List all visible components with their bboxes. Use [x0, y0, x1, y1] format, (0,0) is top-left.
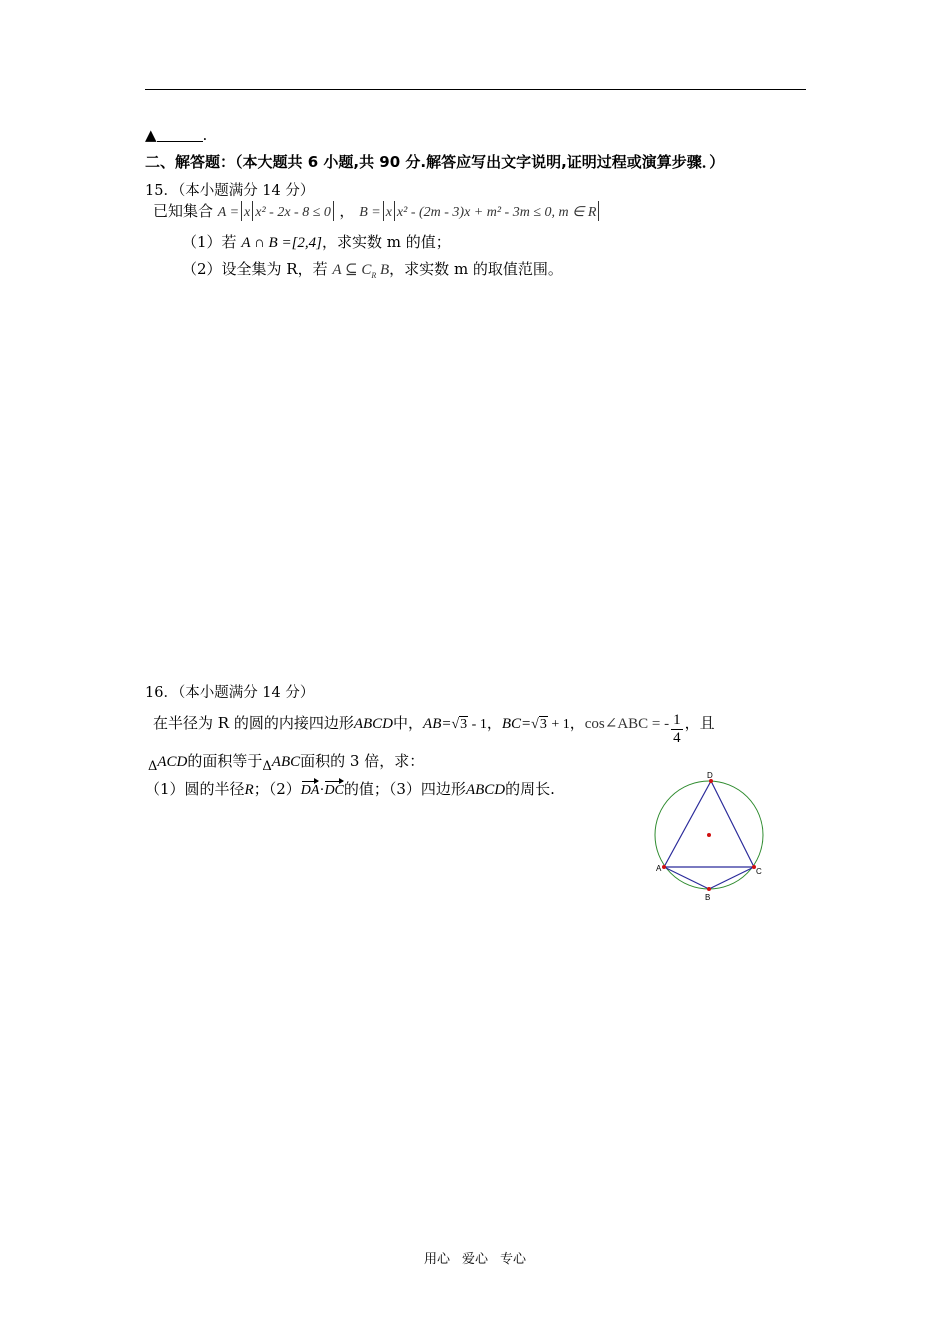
part1-rest: ，求实数 m 的值； — [322, 233, 451, 251]
q15-statement — [153, 200, 601, 221]
q16-header — [145, 681, 314, 702]
set-separator: ， — [339, 202, 355, 220]
part2-sub: R — [371, 271, 377, 280]
q16-line1-mid: 中， — [393, 714, 424, 732]
set-b-lhs: B = — [359, 205, 381, 220]
acd: ACD — [157, 754, 188, 770]
triangle-marker: ▲ — [145, 126, 157, 144]
q16-score: （本小题满分 14 分） — [177, 685, 315, 701]
center-point — [707, 833, 711, 837]
q16-line1 — [153, 712, 715, 747]
radius-r: R — [244, 782, 254, 798]
previous-answer-blank — [145, 126, 207, 144]
q16-line1-end: ，且 — [684, 714, 715, 732]
triangle-acd — [664, 781, 754, 867]
abc: ABC — [271, 754, 301, 770]
q16-line2-t1: 的面积等于 — [187, 752, 263, 770]
point-a — [662, 865, 666, 869]
quarter-fraction — [671, 712, 683, 747]
cyclic-quadrilateral-figure — [652, 768, 770, 904]
footer-item-3: 专心 — [500, 1252, 527, 1267]
answer-blank — [157, 127, 203, 142]
q16-line2-t2: 面积的 3 倍，求： — [300, 752, 425, 770]
edge-bc — [709, 867, 754, 889]
header-rule — [145, 89, 806, 90]
comma-1: ， — [486, 714, 502, 732]
label-c: C — [756, 867, 762, 876]
delta-1: Δ — [148, 759, 158, 774]
set-a-expr: x² - 2x - 8 ≤ 0 — [255, 205, 331, 220]
frac-num: 1 — [673, 712, 681, 728]
q16-abcd-2: ABCD — [465, 782, 506, 798]
part2-math-b: B — [380, 262, 390, 278]
q16-line1-pre: 在半径为 R 的圆的内接四边形 — [153, 714, 354, 732]
label-b: B — [705, 893, 711, 902]
ab-tail: - 1 — [468, 717, 487, 732]
bc-radicand: 3 — [539, 717, 547, 732]
part1-label: （1）若 — [182, 233, 237, 251]
blank-period: . — [202, 126, 208, 144]
footer-item-1: 用心 — [423, 1252, 450, 1267]
bc-label: BC= — [501, 716, 532, 732]
q15-part2 — [182, 258, 563, 280]
q15-part1 — [182, 231, 451, 252]
frac-den: 4 — [673, 730, 681, 746]
q16-abcd: ABCD — [353, 716, 394, 732]
cos-expr: cos∠ABC = - — [584, 716, 670, 732]
set-b-var: x — [385, 205, 392, 220]
set-b-expr: x² - (2m - 3)x + m² - 3m ≤ 0, m ∈ R — [396, 205, 597, 220]
edge-ab — [664, 867, 709, 889]
part1-math: A ∩ B =[2,4] — [241, 235, 323, 251]
part2-label: （2）设全集为 R，若 — [182, 260, 328, 278]
section-title: 二、解答题：（本大题共 6 小题,共 90 分.解答应写出文字说明,证明过程或演算步骤．） — [145, 153, 725, 171]
q15-intro: 已知集合 — [153, 202, 214, 220]
ab-radicand: 3 — [460, 717, 468, 732]
q16-line3-p1end: ；（2） — [253, 780, 301, 798]
vector-dc: DC — [324, 780, 343, 799]
set-b — [359, 205, 601, 220]
dot-op: · — [319, 782, 325, 798]
q15-score: （本小题满分 14 分） — [177, 183, 315, 199]
q16-number: 16． — [145, 685, 178, 701]
label-a: A — [656, 864, 662, 873]
q15-header — [145, 179, 314, 200]
q16-line3-p2end: 的值；（3）四边形 — [343, 780, 466, 798]
q16-line2 — [148, 750, 424, 774]
bc-value: √3 + 1 — [531, 717, 570, 732]
vector-da: DA — [301, 780, 320, 799]
page-footer — [0, 1248, 950, 1267]
comma-2: ， — [569, 714, 585, 732]
part2-math-a: A ⊆ C — [332, 262, 372, 278]
label-d: D — [707, 771, 713, 780]
set-a-var: x — [244, 205, 251, 220]
q16-line3-p3end: 的周长. — [505, 780, 555, 798]
ab-value: √3 - 1 — [451, 717, 487, 732]
q15-number: 15． — [145, 183, 178, 199]
set-a-lhs: A = — [217, 205, 240, 220]
delta-2: Δ — [262, 759, 272, 774]
set-a — [218, 205, 340, 220]
q16-line3-p1: （1）圆的半径 — [145, 780, 245, 798]
footer-item-2: 爱心 — [461, 1252, 488, 1267]
part2-math — [332, 262, 389, 278]
q16-line3 — [145, 778, 555, 799]
part2-rest: ，求实数 m 的取值范围。 — [389, 260, 563, 278]
point-b — [707, 887, 711, 891]
bc-tail: + 1 — [547, 717, 570, 732]
ab-label: AB= — [423, 716, 452, 732]
